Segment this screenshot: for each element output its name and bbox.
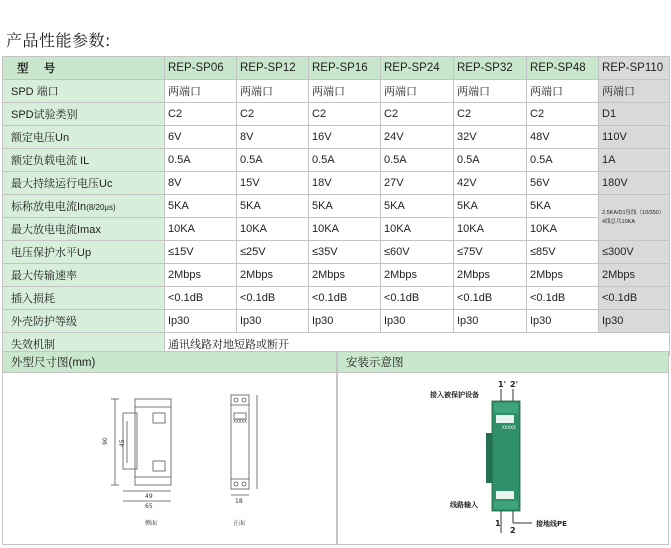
row-label-text: 最大持续运行电压Uc [11, 178, 113, 190]
table-cell: 两端口 [309, 80, 381, 103]
table-cell: 10KA [309, 218, 381, 241]
table-cell: C2 [527, 103, 599, 126]
table-cell: ≤300V [599, 241, 670, 264]
label-ground-pe: 接地线PE [536, 520, 567, 528]
row-label-text: 标称放电电流In [11, 201, 87, 213]
row-label-text: SPD 端口 [11, 86, 59, 98]
page-title: 产品性能参数: [6, 31, 111, 50]
table-cell: <0.1dB [381, 287, 454, 310]
table-cell: 0.5A [527, 149, 599, 172]
table-row [3, 264, 670, 287]
failure-value: 通讯线路对地短路或断开 [165, 333, 670, 356]
row-label [3, 172, 165, 195]
dim-90-label: 90 [102, 437, 109, 445]
table-header-row [3, 57, 670, 80]
table-row [3, 241, 670, 264]
front-view [231, 395, 257, 495]
dimension-drawing [3, 373, 336, 543]
terminal-1: 1 [495, 519, 501, 528]
row-label [3, 103, 165, 126]
table-cell: ≤60V [381, 241, 454, 264]
top-wires [501, 389, 513, 401]
row-label-text: 额定电压Un [11, 132, 70, 144]
table-cell: 两端口 [527, 80, 599, 103]
table-cell: 两端口 [454, 80, 527, 103]
table-row [3, 126, 670, 149]
table-cell: Ip30 [165, 310, 237, 333]
table-cell: 2Mbps [165, 264, 237, 287]
dim-45-label: 45 [119, 439, 126, 447]
table-cell: ≤75V [454, 241, 527, 264]
table-cell: 0.5A [237, 149, 309, 172]
row-label [3, 241, 165, 264]
table-cell: ≤35V [309, 241, 381, 264]
row-label [3, 310, 165, 333]
table-cell: 6V [165, 126, 237, 149]
table-cell: 0.5A [454, 149, 527, 172]
front-device-brand: XXXXX [233, 419, 247, 424]
table-row [3, 218, 670, 241]
row-label [3, 80, 165, 103]
table-cell: 2.5KA/D1每线（10/350）4线总共10KA [599, 195, 670, 241]
table-cell: 0.5A [309, 149, 381, 172]
row-label [3, 218, 165, 241]
model-header-cell: REP-SP12 [237, 57, 309, 80]
table-cell: Ip30 [237, 310, 309, 333]
table-cell: 48V [527, 126, 599, 149]
table-cell: ≤85V [527, 241, 599, 264]
table-cell: 两端口 [599, 80, 670, 103]
row-label-text: 电压保护水平Up [11, 247, 92, 259]
table-cell: 0.5A [381, 149, 454, 172]
bottom-wires [501, 511, 532, 533]
model-header-cell: REP-SP16 [309, 57, 381, 80]
dim-65-label: 65 [145, 503, 153, 510]
row-label [3, 195, 165, 218]
table-cell: 16V [309, 126, 381, 149]
row-label-text: 插入损耗 [11, 293, 55, 305]
table-cell: Ip30 [381, 310, 454, 333]
table-cell: 2Mbps [309, 264, 381, 287]
model-header-cell: REP-SP110 [599, 57, 670, 80]
terminal-2-prime: 2' [510, 380, 519, 389]
label-line-input: 线路输入 [450, 501, 478, 509]
table-row [3, 172, 670, 195]
table-cell: 5KA [237, 195, 309, 218]
table-cell: 2Mbps [454, 264, 527, 287]
table-row [3, 149, 670, 172]
table-cell: 5KA [527, 195, 599, 218]
table-cell: 8V [165, 172, 237, 195]
table-cell: 42V [454, 172, 527, 195]
table-cell: 56V [527, 172, 599, 195]
table-cell: 10KA [381, 218, 454, 241]
table-cell: 10KA [165, 218, 237, 241]
table-cell: 27V [381, 172, 454, 195]
table-cell: C2 [381, 103, 454, 126]
table-cell: 两端口 [237, 80, 309, 103]
table-cell: 5KA [309, 195, 381, 218]
table-cell: 5KA [165, 195, 237, 218]
terminal-1-prime: 1' [498, 380, 507, 389]
dimensions-panel [2, 373, 337, 545]
install-diagram [338, 373, 668, 543]
table-cell: C2 [237, 103, 309, 126]
table-row [3, 310, 670, 333]
device-brand: XXXXX [502, 425, 516, 430]
table-cell: <0.1dB [527, 287, 599, 310]
table-cell: 两端口 [165, 80, 237, 103]
table-cell: 24V [381, 126, 454, 149]
table-cell: C2 [309, 103, 381, 126]
table-cell: 2Mbps [381, 264, 454, 287]
spd-device [486, 401, 520, 511]
table-cell: 18V [309, 172, 381, 195]
model-header-cell: REP-SP24 [381, 57, 454, 80]
table-cell: Ip30 [454, 310, 527, 333]
failure-label: 失效机制 [3, 333, 165, 356]
table-cell: 10KA [237, 218, 309, 241]
table-cell: <0.1dB [599, 287, 670, 310]
install-panel [337, 373, 669, 545]
side-caption: 侧面 [145, 520, 158, 527]
table-cell: 10KA [454, 218, 527, 241]
row-label [3, 126, 165, 149]
label-protected-device: 接入被保护设备 [430, 391, 479, 399]
table-cell: C2 [165, 103, 237, 126]
model-header-cell: REP-SP48 [527, 57, 599, 80]
install-panel-header: 安装示意图 [337, 351, 669, 373]
row-label-text: 额定负载电流 IL [11, 155, 90, 167]
table-cell: 15V [237, 172, 309, 195]
table-cell: 1A [599, 149, 670, 172]
table-cell: 0.5A [165, 149, 237, 172]
row-label [3, 264, 165, 287]
table-cell: Ip30 [527, 310, 599, 333]
row-label-text: 最大放电电流Imax [11, 224, 101, 236]
row-label-sub: (8/20μs) [86, 203, 116, 212]
table-cell: 8V [237, 126, 309, 149]
spec-table [2, 56, 670, 356]
table-row [3, 80, 670, 103]
model-header-cell: REP-SP32 [454, 57, 527, 80]
table-cell: <0.1dB [454, 287, 527, 310]
table-cell: D1 [599, 103, 670, 126]
table-cell: <0.1dB [165, 287, 237, 310]
row-label-text: 最大传输速率 [11, 270, 77, 282]
dim-18-label: 18 [235, 498, 243, 505]
row-label [3, 287, 165, 310]
dimensions-panel-header: 外型尺寸图(mm) [2, 351, 337, 373]
row-label [3, 149, 165, 172]
table-row [3, 287, 670, 310]
row-label-text: 外壳防护等级 [11, 316, 77, 328]
table-cell: 180V [599, 172, 670, 195]
row-label-text: SPD试验类别 [11, 109, 78, 121]
table-cell: 10KA [527, 218, 599, 241]
table-cell: ≤15V [165, 241, 237, 264]
table-cell: 2Mbps [237, 264, 309, 287]
table-cell: Ip30 [599, 310, 670, 333]
model-header-cell: REP-SP06 [165, 57, 237, 80]
table-cell: <0.1dB [309, 287, 381, 310]
table-cell: 5KA [381, 195, 454, 218]
table-cell: 2Mbps [599, 264, 670, 287]
table-cell: C2 [454, 103, 527, 126]
table-row [3, 103, 670, 126]
table-cell: Ip30 [309, 310, 381, 333]
dim-49-side-label: 49 [145, 493, 153, 500]
table-cell: <0.1dB [237, 287, 309, 310]
table-cell: 两端口 [381, 80, 454, 103]
table-cell: 5KA [454, 195, 527, 218]
table-cell: 32V [454, 126, 527, 149]
table-cell: 110V [599, 126, 670, 149]
header-model-label: 型 号 [3, 57, 165, 80]
table-cell: 2Mbps [527, 264, 599, 287]
front-caption: 正面 [233, 520, 246, 527]
table-row [3, 195, 670, 218]
side-view [111, 399, 171, 501]
table-cell: ≤25V [237, 241, 309, 264]
terminal-2: 2 [510, 526, 516, 535]
